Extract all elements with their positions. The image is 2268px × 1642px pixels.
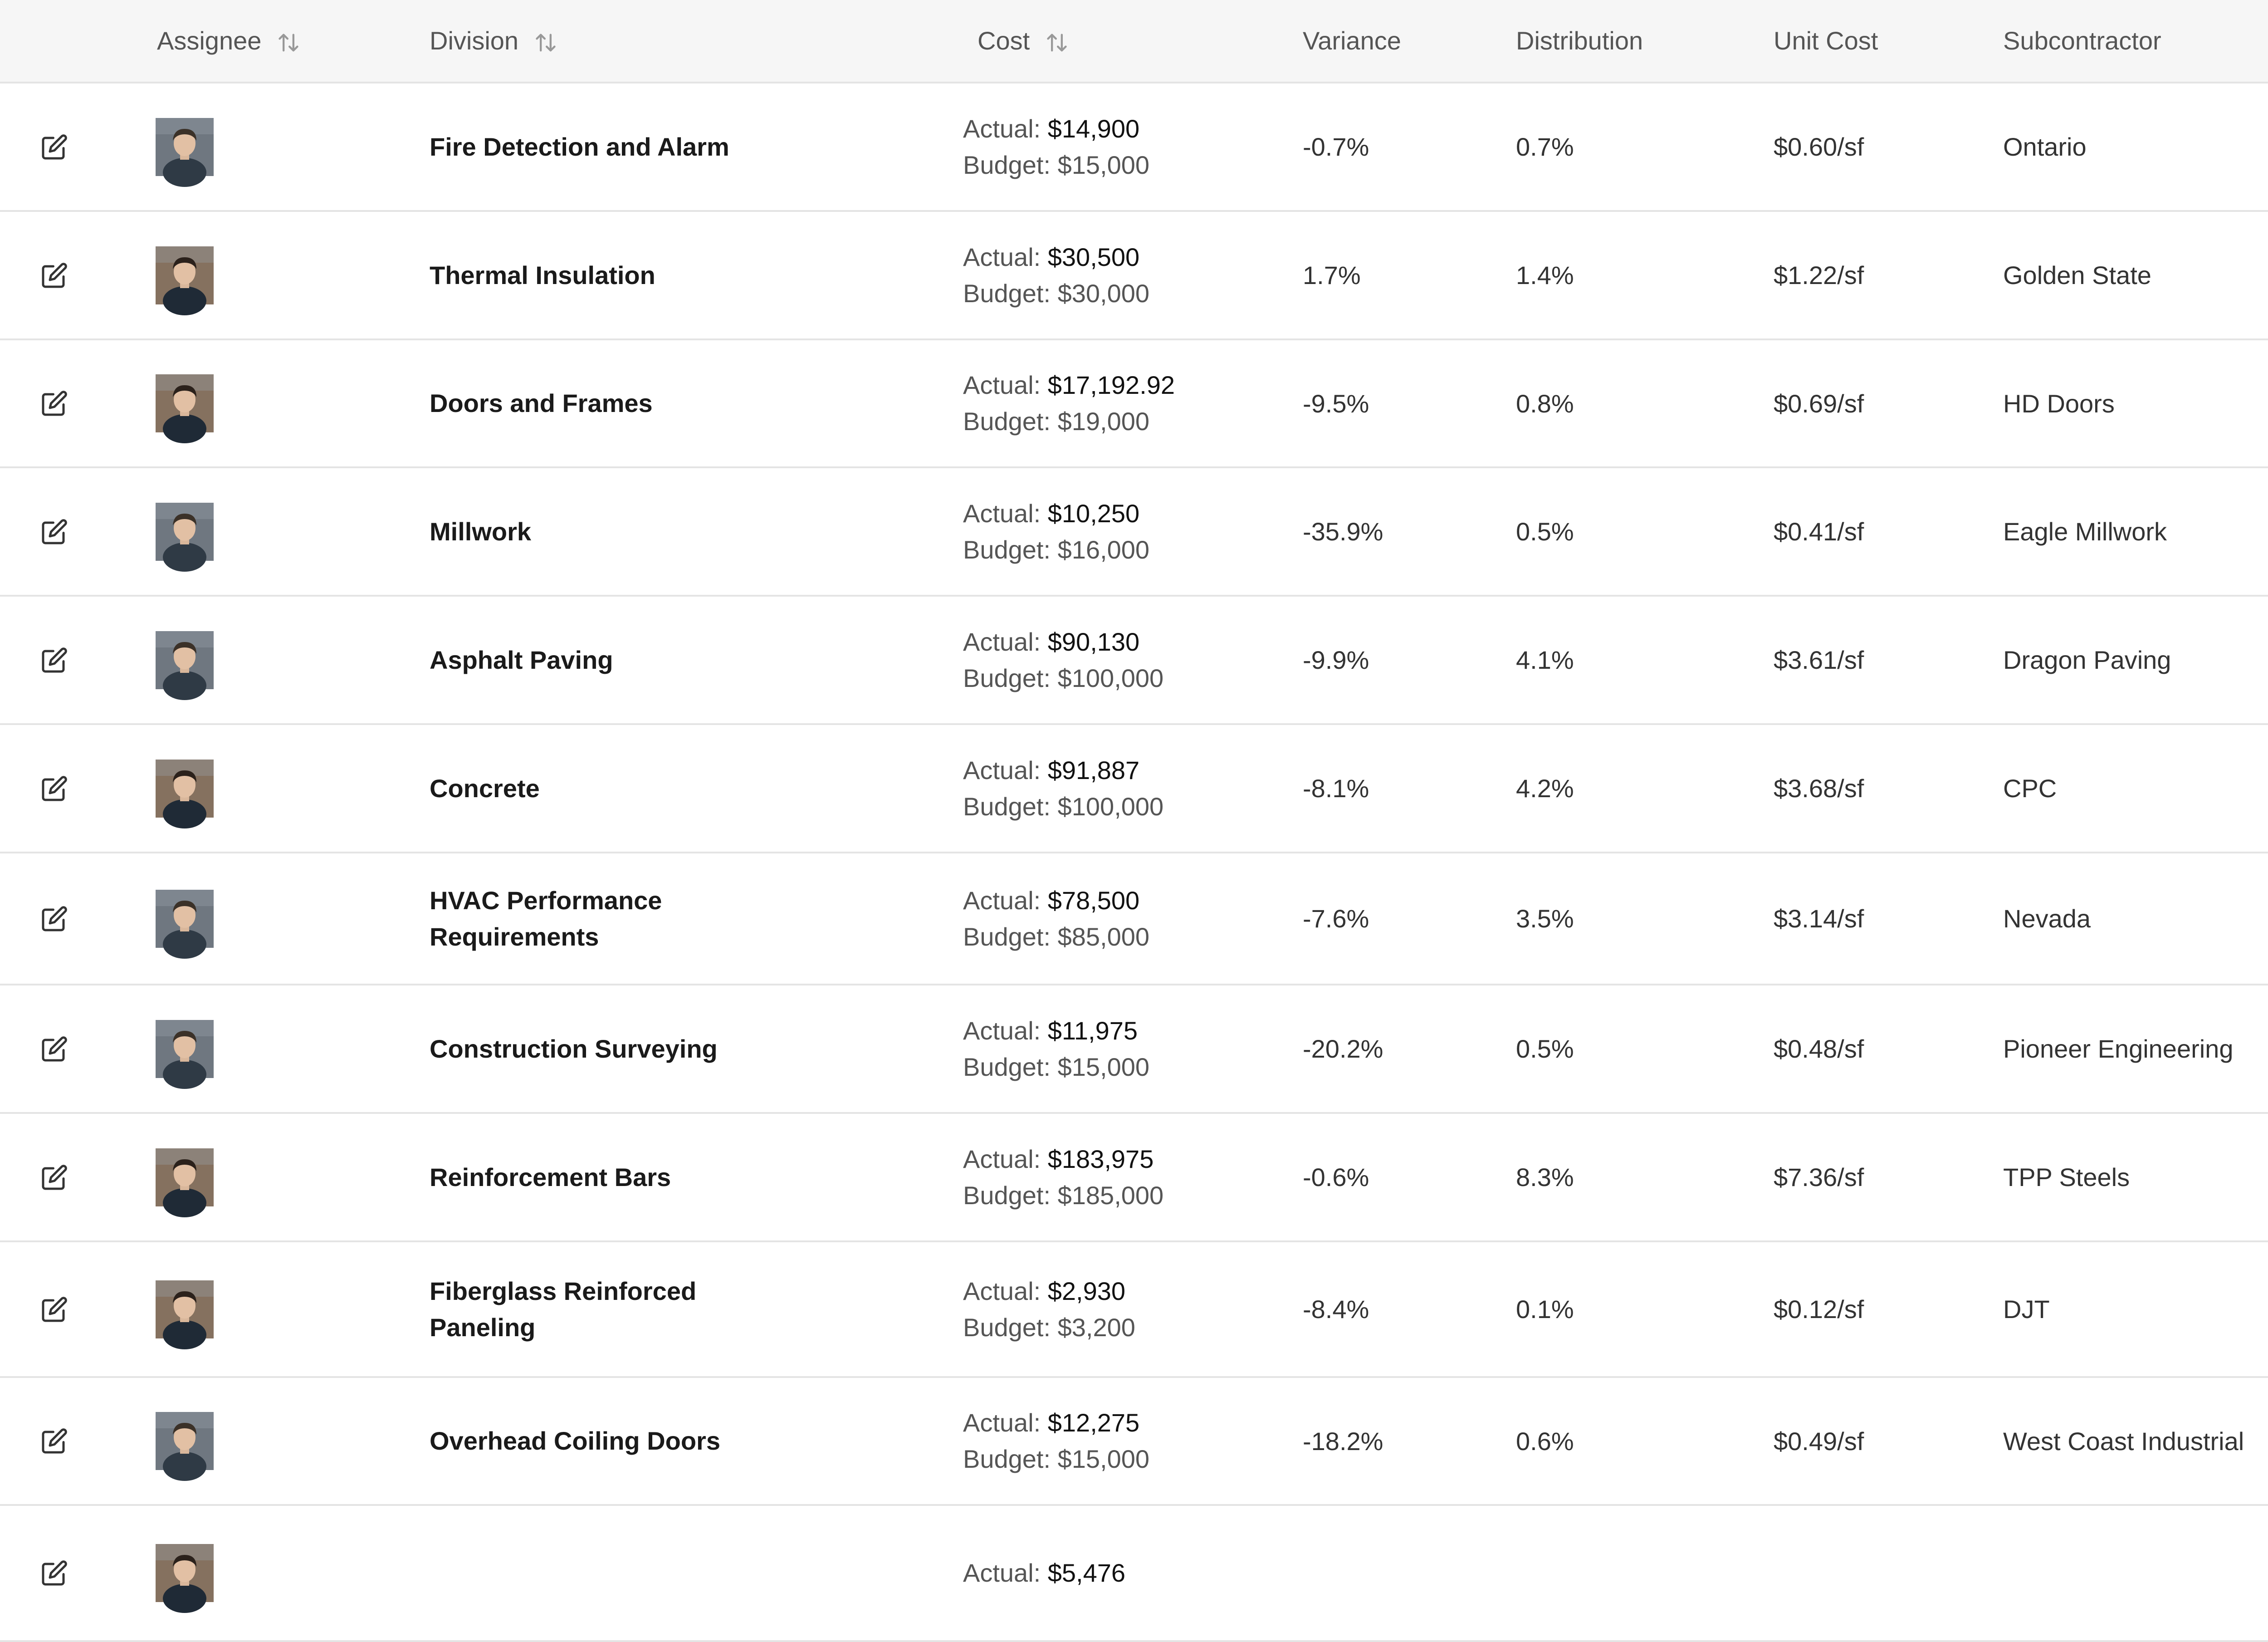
distribution-value: 4.2% xyxy=(1516,774,1574,803)
avatar[interactable] xyxy=(156,1280,214,1338)
column-header-division[interactable] xyxy=(430,0,557,82)
avatar[interactable] xyxy=(156,1544,214,1602)
assignee-cell xyxy=(156,725,214,852)
budget-line xyxy=(963,275,1149,312)
subcontractor-name: Nevada xyxy=(2003,904,2091,933)
actual-value: $12,275 xyxy=(1047,1408,1140,1437)
division-cell xyxy=(430,1378,792,1504)
table-row[interactable] xyxy=(0,853,2268,985)
subcontractor-name: West Coast Industrial xyxy=(2003,1426,2244,1456)
actual-value: $11,975 xyxy=(1047,1016,1138,1045)
unit-cost-value: $0.48/sf xyxy=(1774,1034,1864,1063)
cost-cell xyxy=(963,725,1163,852)
subcontractor-cell xyxy=(2003,1378,2244,1504)
budget-label: Budget: xyxy=(963,1181,1051,1210)
unit-cost-cell xyxy=(1774,1378,1864,1504)
cost-cell xyxy=(963,468,1149,595)
avatar[interactable] xyxy=(156,374,214,432)
budget-label: Budget: xyxy=(963,150,1051,179)
variance-cell xyxy=(1303,340,1369,466)
budget-value: $19,000 xyxy=(1057,407,1150,436)
assignee-cell xyxy=(156,985,214,1112)
actual-label: Actual: xyxy=(963,1144,1041,1173)
subcontractor-cell xyxy=(2003,853,2091,984)
edit-icon xyxy=(41,1559,68,1587)
division-name: Asphalt Paving xyxy=(430,645,613,674)
distribution-value: 0.7% xyxy=(1516,132,1574,161)
column-header-assignee[interactable] xyxy=(157,0,300,82)
actual-label: Actual: xyxy=(963,886,1041,915)
division-name: Doors and Frames xyxy=(430,389,653,417)
distribution-value: 1.4% xyxy=(1516,261,1574,289)
unit-cost-cell xyxy=(1774,853,1864,984)
edit-button[interactable] xyxy=(32,1378,77,1504)
assignee-cell xyxy=(156,1242,214,1376)
avatar[interactable] xyxy=(156,631,214,689)
subcontractor-name: DJT xyxy=(2003,1295,2050,1323)
edit-icon xyxy=(41,1427,68,1455)
budget-line xyxy=(963,1441,1149,1477)
actual-value: $78,500 xyxy=(1047,886,1140,915)
variance-value: -0.7% xyxy=(1303,132,1369,161)
edit-button[interactable] xyxy=(32,597,77,723)
actual-line xyxy=(963,1273,1125,1309)
budget-value: $100,000 xyxy=(1057,663,1164,692)
division-name: Thermal Insulation xyxy=(430,260,655,289)
division-name: Fiberglass Reinforced Paneling xyxy=(430,1276,697,1342)
budget-line xyxy=(963,1177,1163,1214)
unit-cost-value: $0.69/sf xyxy=(1774,389,1864,418)
variance-value: 1.7% xyxy=(1303,261,1361,289)
unit-cost-cell xyxy=(1774,985,1864,1112)
distribution-value: 0.8% xyxy=(1516,389,1574,418)
actual-label: Actual: xyxy=(963,755,1041,784)
sort-icon xyxy=(534,31,557,54)
distribution-cell xyxy=(1516,597,1574,723)
column-header-label: Subcontractor xyxy=(2003,26,2161,55)
subcontractor-name: HD Doors xyxy=(2003,389,2115,418)
budget-value: $15,000 xyxy=(1057,1052,1150,1081)
column-header-label: Division xyxy=(430,26,519,55)
subcontractor-cell xyxy=(2003,468,2167,595)
subcontractor-name: CPC xyxy=(2003,774,2057,803)
actual-label: Actual: xyxy=(963,1559,1041,1587)
variance-value: -8.4% xyxy=(1303,1295,1369,1323)
actual-value: $5,476 xyxy=(1047,1559,1126,1587)
edit-icon xyxy=(41,905,68,932)
budget-label: Budget: xyxy=(963,407,1051,436)
distribution-cell xyxy=(1516,212,1574,338)
variance-value: -8.1% xyxy=(1303,774,1369,803)
table-row[interactable] xyxy=(0,597,2268,725)
variance-value: -18.2% xyxy=(1303,1426,1383,1456)
actual-line xyxy=(963,1405,1139,1441)
avatar[interactable] xyxy=(156,1020,214,1078)
unit-cost-cell xyxy=(1774,597,1864,723)
edit-button[interactable] xyxy=(32,1114,77,1240)
actual-value: $14,900 xyxy=(1047,114,1140,143)
distribution-cell xyxy=(1516,853,1574,984)
division-name: Construction Surveying xyxy=(430,1034,718,1063)
table-row[interactable] xyxy=(0,1378,2268,1506)
subcontractor-name: Ontario xyxy=(2003,132,2087,161)
table-row[interactable] xyxy=(0,83,2268,212)
edit-icon xyxy=(41,262,68,289)
actual-line xyxy=(963,367,1175,403)
cost-cell xyxy=(963,1378,1149,1504)
edit-button[interactable] xyxy=(32,1242,77,1376)
budget-value: $85,000 xyxy=(1057,922,1150,951)
unit-cost-cell xyxy=(1774,83,1864,210)
cost-cell xyxy=(963,340,1175,466)
subcontractor-name: Pioneer Engineering xyxy=(2003,1034,2234,1063)
division-cell xyxy=(430,83,792,210)
edit-icon xyxy=(41,518,68,545)
subcontractor-name: Golden State xyxy=(2003,261,2151,289)
actual-line xyxy=(963,882,1139,919)
edit-icon xyxy=(41,1035,68,1063)
column-header-label: Distribution xyxy=(1516,26,1643,55)
actual-label: Actual: xyxy=(963,499,1041,528)
actual-label: Actual: xyxy=(963,1016,1041,1045)
unit-cost-value: $0.12/sf xyxy=(1774,1295,1864,1323)
actual-label: Actual: xyxy=(963,627,1041,656)
assignee-cell xyxy=(156,853,214,984)
budget-line xyxy=(963,1309,1135,1346)
division-name: Millwork xyxy=(430,517,532,546)
subcontractor-cell xyxy=(2003,597,2171,723)
unit-cost-value: $1.22/sf xyxy=(1774,261,1864,289)
division-cell xyxy=(430,212,792,338)
budget-line xyxy=(963,403,1149,440)
unit-cost-value: $3.14/sf xyxy=(1774,904,1864,933)
budget-value: $3,200 xyxy=(1057,1313,1135,1342)
edit-button[interactable] xyxy=(32,985,77,1112)
budget-label: Budget: xyxy=(963,792,1051,821)
variance-cell xyxy=(1303,725,1369,852)
assignee-cell xyxy=(156,1114,214,1240)
division-name: Fire Detection and Alarm xyxy=(430,132,729,161)
distribution-value: 8.3% xyxy=(1516,1163,1574,1191)
cost-cell xyxy=(963,1114,1163,1240)
budget-line xyxy=(963,1049,1149,1085)
actual-value: $90,130 xyxy=(1047,627,1140,656)
budget-label: Budget: xyxy=(963,1052,1051,1081)
edit-icon xyxy=(41,1296,68,1323)
distribution-value: 0.1% xyxy=(1516,1295,1574,1323)
actual-line xyxy=(963,752,1139,789)
division-cell xyxy=(430,340,792,466)
unit-cost-value: $0.41/sf xyxy=(1774,517,1864,546)
cost-cell xyxy=(963,1506,1125,1640)
distribution-value: 0.5% xyxy=(1516,1034,1574,1063)
variance-value: -9.9% xyxy=(1303,646,1369,674)
edit-icon xyxy=(41,1164,68,1191)
variance-value: -7.6% xyxy=(1303,904,1369,933)
actual-label: Actual: xyxy=(963,1408,1041,1437)
column-header-label: Assignee xyxy=(157,26,262,55)
edit-button[interactable] xyxy=(32,83,77,210)
sort-icon xyxy=(277,31,300,54)
variance-cell xyxy=(1303,83,1369,210)
actual-value: $183,975 xyxy=(1047,1144,1154,1173)
column-header-variance xyxy=(1303,0,1401,82)
avatar[interactable] xyxy=(156,246,214,304)
budget-label: Budget: xyxy=(963,279,1051,308)
distribution-cell xyxy=(1516,83,1574,210)
distribution-cell xyxy=(1516,340,1574,466)
table-row[interactable] xyxy=(0,212,2268,340)
cost-cell xyxy=(963,985,1149,1112)
table-row[interactable] xyxy=(0,1242,2268,1378)
unit-cost-value: $7.36/sf xyxy=(1774,1163,1864,1191)
column-header-label: Unit Cost xyxy=(1774,26,1878,55)
budget-value: $30,000 xyxy=(1057,279,1150,308)
division-name: Reinforcement Bars xyxy=(430,1162,671,1191)
budget-label: Budget: xyxy=(963,663,1051,692)
distribution-value: 3.5% xyxy=(1516,904,1574,933)
division-cell xyxy=(430,725,792,852)
unit-cost-value: $3.61/sf xyxy=(1774,646,1864,674)
variance-cell xyxy=(1303,1114,1369,1240)
budget-label: Budget: xyxy=(963,535,1051,564)
avatar[interactable] xyxy=(156,760,214,818)
actual-label: Actual: xyxy=(963,242,1041,271)
unit-cost-value: $3.68/sf xyxy=(1774,774,1864,803)
variance-cell xyxy=(1303,853,1369,984)
actual-line xyxy=(963,111,1139,147)
sort-icon xyxy=(1045,31,1069,54)
unit-cost-cell xyxy=(1774,1114,1864,1240)
budget-line xyxy=(963,789,1163,825)
actual-label: Actual: xyxy=(963,1276,1041,1305)
table-row[interactable] xyxy=(0,985,2268,1114)
column-header-cost[interactable] xyxy=(978,0,1069,82)
budget-label: Budget: xyxy=(963,1313,1051,1342)
subcontractor-name: Dragon Paving xyxy=(2003,646,2171,674)
edit-button[interactable] xyxy=(32,853,77,984)
division-cell xyxy=(430,468,792,595)
cost-cell xyxy=(963,83,1149,210)
assignee-cell xyxy=(156,1506,214,1640)
variance-value: -9.5% xyxy=(1303,389,1369,418)
division-name: Concrete xyxy=(430,774,540,803)
division-cell xyxy=(430,853,792,984)
budget-value: $16,000 xyxy=(1057,535,1150,564)
assignee-cell xyxy=(156,468,214,595)
variance-cell xyxy=(1303,1242,1369,1376)
variance-cell xyxy=(1303,468,1383,595)
edit-button[interactable] xyxy=(32,340,77,466)
edit-icon xyxy=(41,390,68,417)
column-header-unit-cost xyxy=(1774,0,1878,82)
division-name: HVAC Performance Requirements xyxy=(430,886,662,951)
budget-value: $15,000 xyxy=(1057,1445,1150,1473)
unit-cost-cell xyxy=(1774,340,1864,466)
budget-value: $185,000 xyxy=(1057,1181,1164,1210)
budget-label: Budget: xyxy=(963,922,1051,951)
edit-button[interactable] xyxy=(32,212,77,338)
subcontractor-cell xyxy=(2003,985,2233,1112)
cost-cell xyxy=(963,597,1163,723)
variance-cell xyxy=(1303,985,1383,1112)
division-cell xyxy=(430,1242,792,1376)
actual-line xyxy=(963,1555,1125,1591)
cost-cell xyxy=(963,1242,1135,1376)
division-name: Overhead Coiling Doors xyxy=(430,1426,720,1455)
division-cell xyxy=(430,597,792,723)
distribution-cell xyxy=(1516,725,1574,852)
variance-value: -0.6% xyxy=(1303,1163,1369,1191)
unit-cost-cell xyxy=(1774,468,1864,595)
subcontractor-cell xyxy=(2003,83,2087,210)
subcontractor-cell xyxy=(2003,1242,2050,1376)
edit-button[interactable] xyxy=(32,468,77,595)
distribution-cell xyxy=(1516,1378,1574,1504)
subcontractor-cell xyxy=(2003,1114,2130,1240)
actual-value: $10,250 xyxy=(1047,499,1140,528)
unit-cost-cell xyxy=(1774,1242,1864,1376)
actual-label: Actual: xyxy=(963,114,1041,143)
budget-label: Budget: xyxy=(963,1445,1051,1473)
subcontractor-cell xyxy=(2003,340,2115,466)
variance-cell xyxy=(1303,597,1369,723)
assignee-cell xyxy=(156,597,214,723)
budget-line xyxy=(963,147,1149,183)
subcontractor-name: Eagle Millwork xyxy=(2003,517,2167,546)
variance-cell xyxy=(1303,212,1361,338)
variance-cell xyxy=(1303,1378,1383,1504)
edit-icon xyxy=(41,647,68,674)
assignee-cell xyxy=(156,340,214,466)
unit-cost-value: $0.60/sf xyxy=(1774,132,1864,161)
edit-button[interactable] xyxy=(32,725,77,852)
edit-icon xyxy=(41,775,68,802)
avatar[interactable] xyxy=(156,118,214,176)
assignee-cell xyxy=(156,83,214,210)
actual-value: $30,500 xyxy=(1047,242,1140,271)
variance-value: -20.2% xyxy=(1303,1034,1383,1063)
division-cell xyxy=(430,1506,792,1640)
division-cell xyxy=(430,1114,792,1240)
unit-cost-value: $0.49/sf xyxy=(1774,1426,1864,1456)
actual-label: Actual: xyxy=(963,371,1041,399)
subcontractor-cell xyxy=(2003,212,2151,338)
avatar[interactable] xyxy=(156,1412,214,1470)
actual-line xyxy=(963,624,1139,660)
cost-cell xyxy=(963,853,1149,984)
subcontractor-name: TPP Steels xyxy=(2003,1163,2130,1191)
assignee-cell xyxy=(156,1378,214,1504)
budget-value: $100,000 xyxy=(1057,792,1164,821)
actual-line xyxy=(963,1013,1138,1049)
assignee-cell xyxy=(156,212,214,338)
edit-icon xyxy=(41,133,68,161)
edit-button[interactable] xyxy=(32,1506,77,1640)
distribution-cell xyxy=(1516,985,1574,1112)
column-header-label: Variance xyxy=(1303,26,1401,55)
table-row[interactable] xyxy=(0,725,2268,853)
actual-value: $2,930 xyxy=(1047,1276,1126,1305)
distribution-value: 0.6% xyxy=(1516,1426,1574,1456)
table-row[interactable] xyxy=(0,1506,2268,1642)
budget-line xyxy=(963,919,1149,955)
actual-value: $91,887 xyxy=(1047,755,1140,784)
table-row[interactable] xyxy=(0,1114,2268,1242)
unit-cost-cell xyxy=(1774,725,1864,852)
table-header xyxy=(0,0,2268,83)
division-cell xyxy=(430,985,792,1112)
budget-value: $15,000 xyxy=(1057,150,1150,179)
cost-cell xyxy=(963,212,1149,338)
distribution-cell xyxy=(1516,468,1574,595)
distribution-cell xyxy=(1516,1114,1574,1240)
distribution-cell xyxy=(1516,1242,1574,1376)
actual-line xyxy=(963,239,1139,275)
unit-cost-cell xyxy=(1774,212,1864,338)
budget-line xyxy=(963,532,1149,568)
avatar[interactable] xyxy=(156,1148,214,1206)
distribution-value: 0.5% xyxy=(1516,517,1574,546)
column-header-distribution xyxy=(1516,0,1643,82)
budget-line xyxy=(963,660,1163,696)
actual-line xyxy=(963,495,1139,532)
subcontractor-cell xyxy=(2003,725,2057,852)
actual-line xyxy=(963,1141,1154,1177)
column-header-label: Cost xyxy=(978,26,1030,55)
table-row[interactable] xyxy=(0,340,2268,468)
column-header-subcontractor xyxy=(2003,0,2161,82)
avatar[interactable] xyxy=(156,890,214,948)
table-row[interactable] xyxy=(0,468,2268,597)
variance-value: -35.9% xyxy=(1303,517,1383,546)
avatar[interactable] xyxy=(156,503,214,561)
actual-value: $17,192.92 xyxy=(1047,371,1175,399)
distribution-value: 4.1% xyxy=(1516,646,1574,674)
